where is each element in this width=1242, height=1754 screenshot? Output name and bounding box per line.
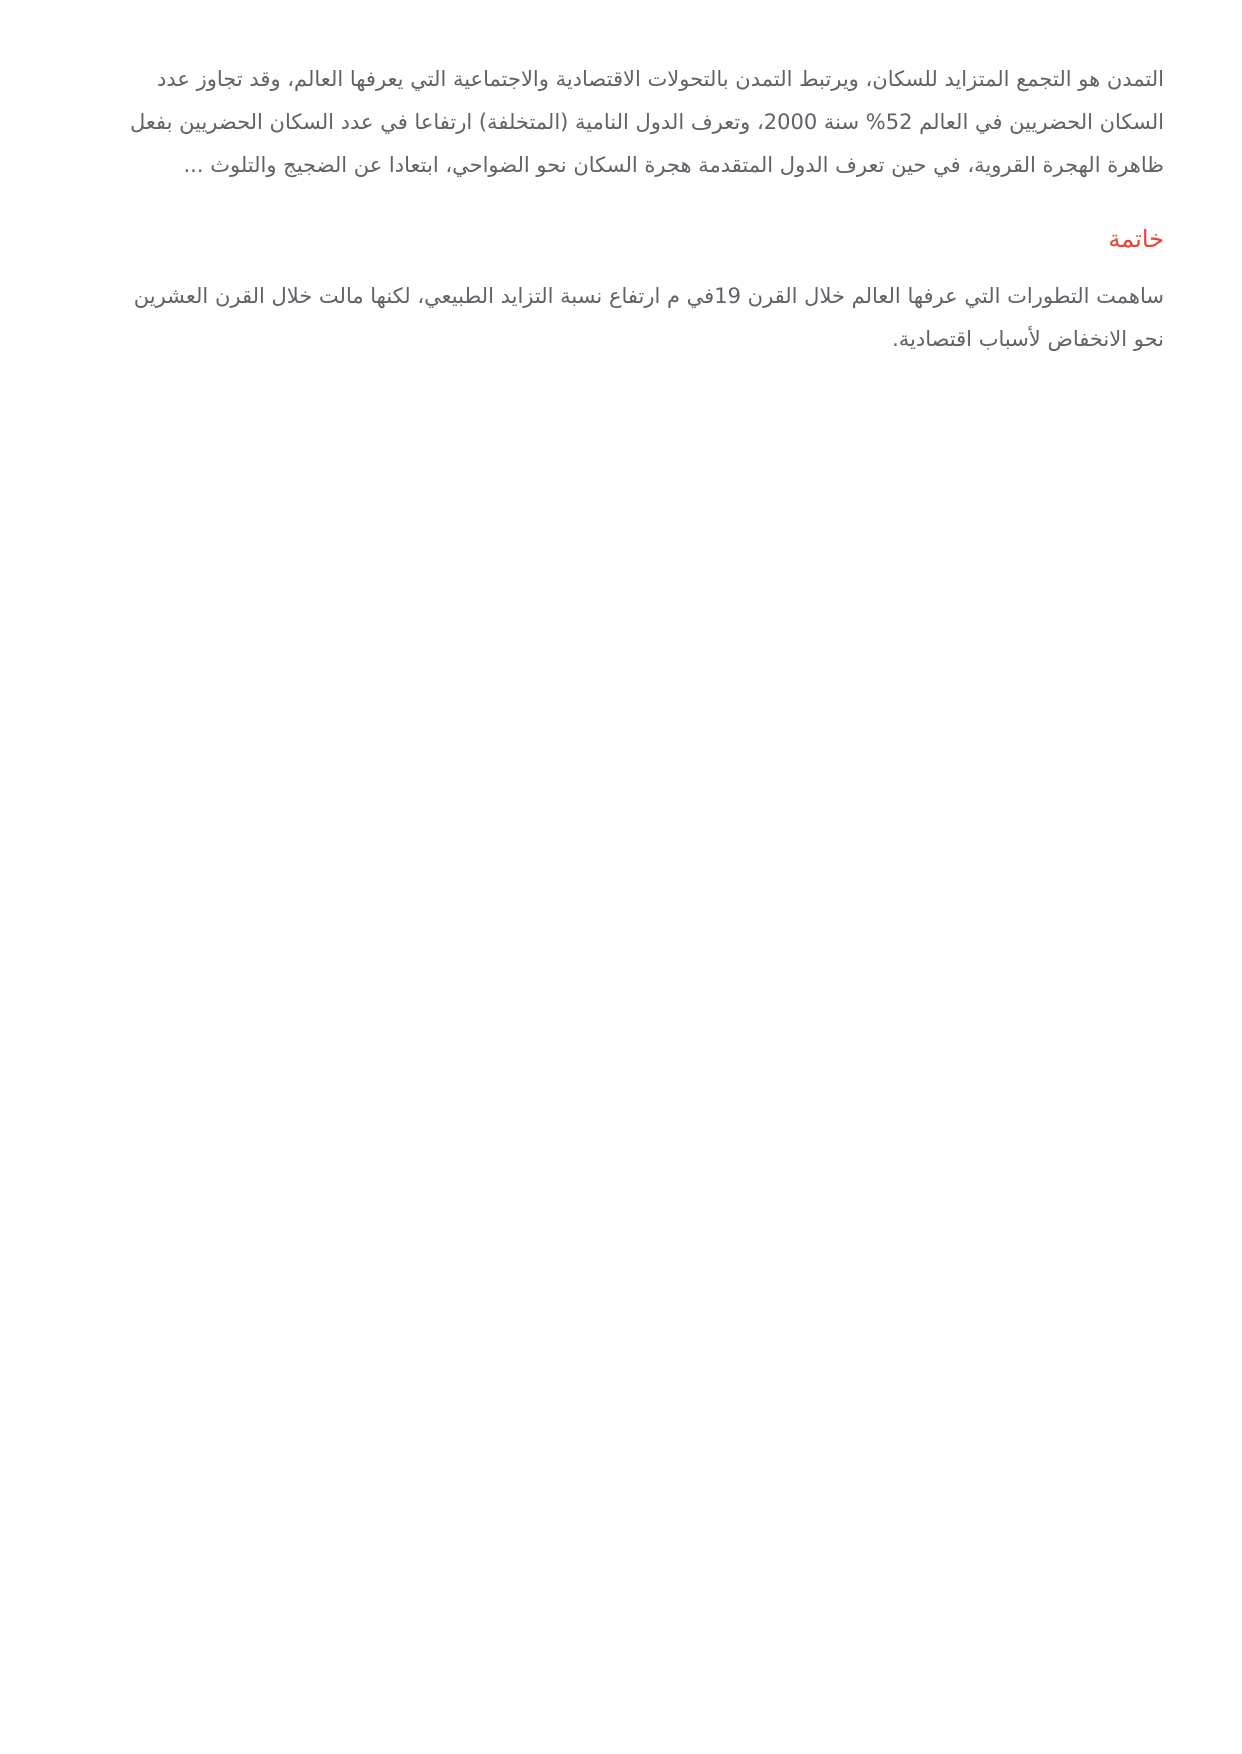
conclusion-paragraph: ساهمت التطورات التي عرفها العالم خلال القرن 19في م ارتفاع نسبة التزايد الطبيعي، لكنها مالت خلال القرن العشرين نحو الانخفاض لأسباب اقتصادية. (133, 284, 1164, 351)
document-page (112, 58, 1164, 361)
intro-paragraph: التمدن هو التجمع المتزايد للسكان، ويرتبط التمدن بالتحولات الاقتصادية والاجتماعية التي يعرفها العالم، وقد تجاوز عدد السكان الحضريين في العالم 52% سنة 2000، وتعرف الدول النامية (المتخلفة) ارتفاعا في عدد السكان الحضريين بفعل ظاهرة الهجرة القروية، في حين تعرف الدول المتقدمة هجرة السكان نحو الضواحي، ابتعادا عن الضجيج والتلوث ... (129, 67, 1164, 177)
conclusion-heading: خاتمة (1108, 225, 1164, 253)
